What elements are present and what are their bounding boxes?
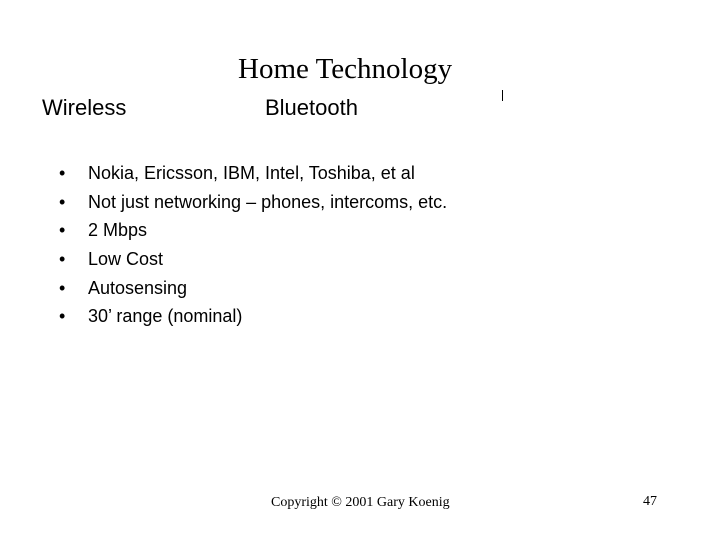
bullet-icon: • [59, 249, 66, 270]
bullet-icon: • [59, 163, 66, 183]
bullet-text: 30’ range (nominal) [88, 306, 243, 327]
bullet-text: Nokia, Ericsson, IBM, Intel, Toshiba, et al [88, 163, 415, 183]
slide-title: Home Technology [238, 53, 453, 85]
section-label: Wireless [42, 95, 127, 120]
bullet-icon: • [59, 277, 66, 298]
bullet-icon: • [59, 306, 66, 327]
page-number: 47 [643, 494, 657, 509]
topic-label: Bluetooth [265, 95, 358, 120]
bullet-text: 2 Mbps [88, 220, 148, 241]
copyright-notice: Copyright © 2001 Gary Koenig [271, 495, 450, 510]
bullet-text: Autosensing [88, 277, 188, 298]
bullet-text: Low Cost [88, 249, 164, 270]
bullet-icon: • [59, 191, 66, 212]
text-cursor-mark [502, 90, 503, 101]
bullet-icon: • [59, 220, 66, 241]
bullet-text: Not just networking – phones, intercoms, etc. [88, 191, 448, 212]
